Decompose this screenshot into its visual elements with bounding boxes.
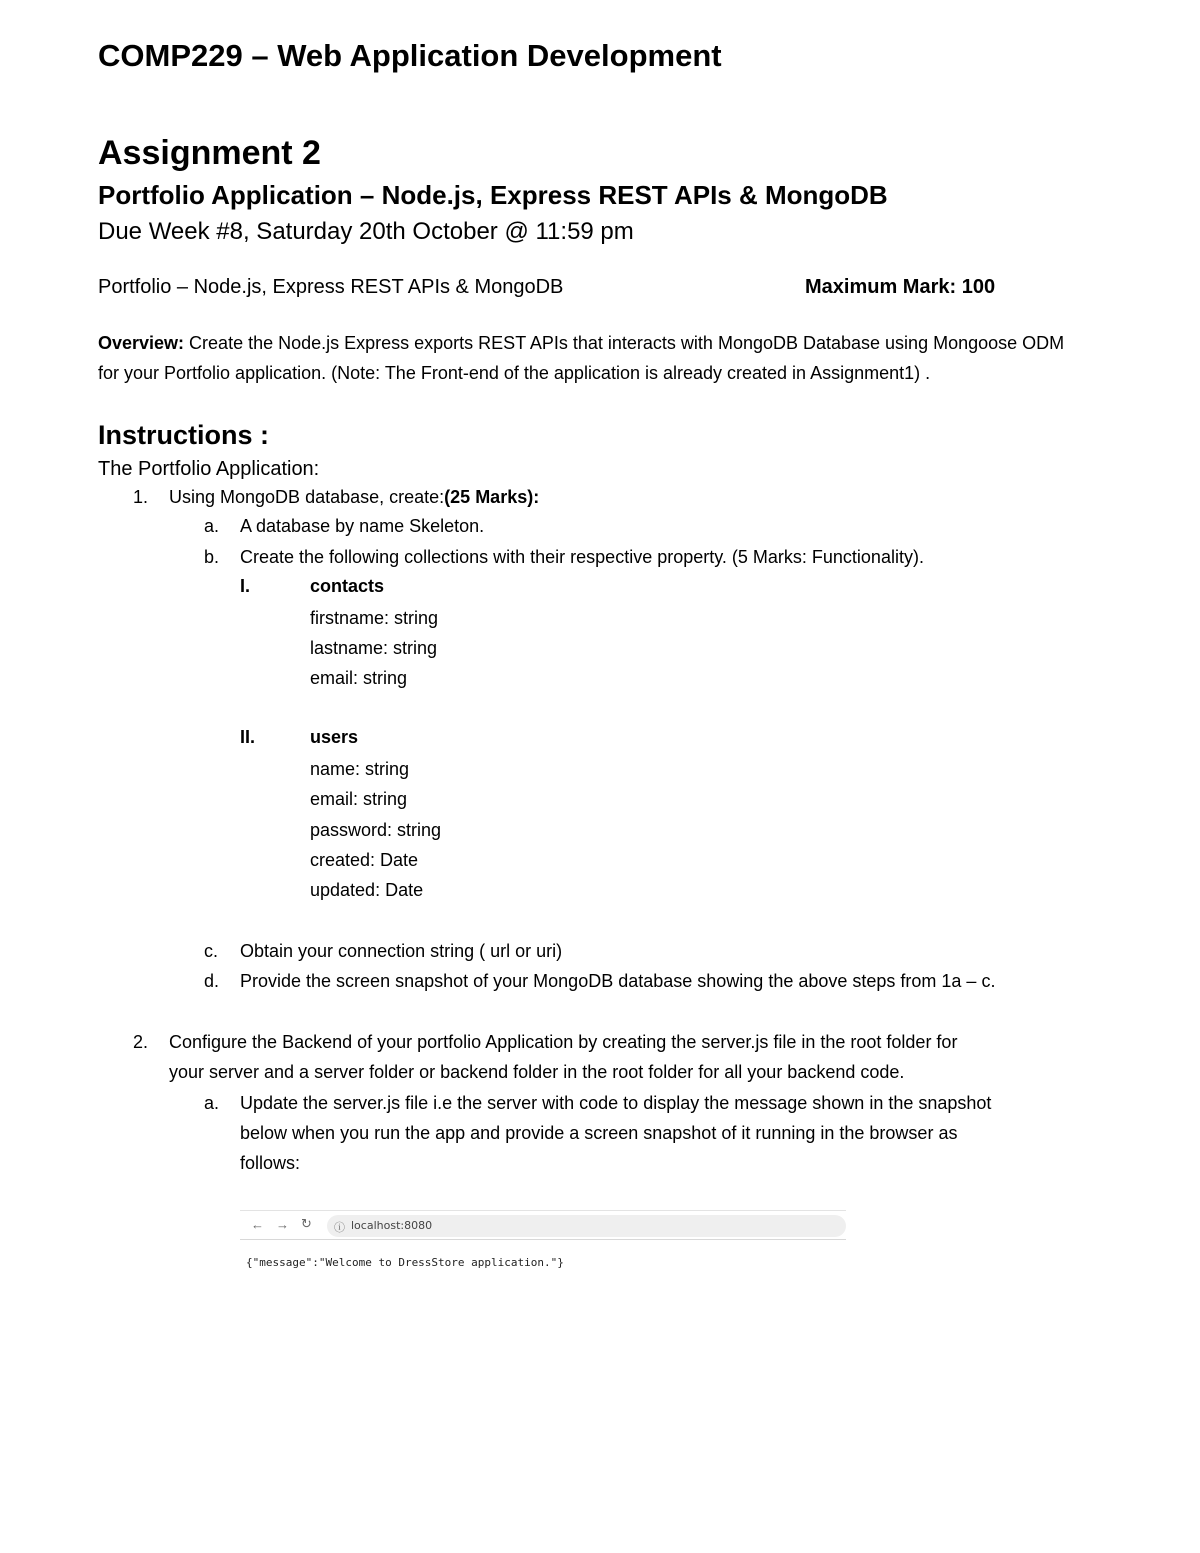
users-field: created: Date [310,850,419,870]
item-2-line: your server and a server folder or backend folder in the root folder for all your backend code. [169,1062,905,1082]
item-2a-letter: a. [204,1093,220,1113]
users-field: name: string [310,759,410,779]
assignment-subtitle: Portfolio Application – Node.js, Express REST APIs & MongoDB [98,180,888,210]
due-date: Due Week #8, Saturday 20th October @ 11:59 pm [98,218,634,245]
overview-paragraph [98,328,1088,388]
contacts-field: email: string [310,668,408,688]
item-2a-line: Update the server.js file i.e the server with code to display the message shown in the snapshot [240,1093,992,1113]
contacts-collection-name: contacts [310,576,385,596]
item-1d-letter: d. [204,971,220,991]
browser-json-response: {"message":"Welcome to DressStore application."} [246,1256,564,1269]
overview-text: Create the Node.js Express exports REST APIs that interacts with MongoDB Database using Mongoose ODM for your Portfolio application. (Note: The Front-end of the application is already created in Assignment1) . [98,333,1065,383]
reload-icon: ↻ [301,1216,312,1231]
users-collection-name: users [310,727,359,747]
maximum-mark: Maximum Mark: 100 [805,276,996,298]
users-field: email: string [310,789,408,809]
arrow-right-icon: → [276,1217,289,1232]
item-2-number: 2. [133,1032,149,1052]
overview-label: Overview: [98,333,185,353]
item-1c-text: Obtain your connection string ( url or uri) [240,941,563,961]
item-1-text [169,487,539,508]
item-2a-line: follows: [240,1153,301,1173]
users-numeral: II. [240,727,256,747]
item-1b-text: Create the following collections with their respective property. (5 Marks: Functionality). [240,547,924,567]
instructions-heading: Instructions : [98,420,270,450]
portfolio-app-label: The Portfolio Application: [98,458,320,480]
assignment-title: Assignment 2 [98,134,321,172]
item-1c-letter: c. [204,941,219,961]
item-1a-text: A database by name Skeleton. [240,516,485,536]
arrow-left-icon: ← [251,1217,264,1232]
contacts-numeral: I. [240,576,251,596]
contacts-field: lastname: string [310,638,438,658]
item-1-marks: (25 Marks): [444,487,540,507]
item-1-label: Using MongoDB database, create: [169,487,445,507]
item-1b-letter: b. [204,547,220,567]
item-1d-text: Provide the screen snapshot of your MongoDB database showing the above steps from 1a – c. [240,971,996,991]
item-1-number: 1. [133,487,149,507]
item-1a-letter: a. [204,516,220,536]
contacts-field: firstname: string [310,608,439,628]
users-field: updated: Date [310,880,424,900]
item-2a-line: below when you run the app and provide a screen snapshot of it running in the browser as [240,1123,958,1143]
course-title: COMP229 – Web Application Development [98,38,722,73]
info-icon: ⓘ [334,1222,345,1234]
portfolio-line: Portfolio – Node.js, Express REST APIs & MongoDB [98,276,564,298]
item-2-line: Configure the Backend of your portfolio Application by creating the server.js file in the root folder for [169,1032,958,1052]
browser-url: localhost:8080 [351,1219,433,1232]
users-field: password: string [310,820,442,840]
